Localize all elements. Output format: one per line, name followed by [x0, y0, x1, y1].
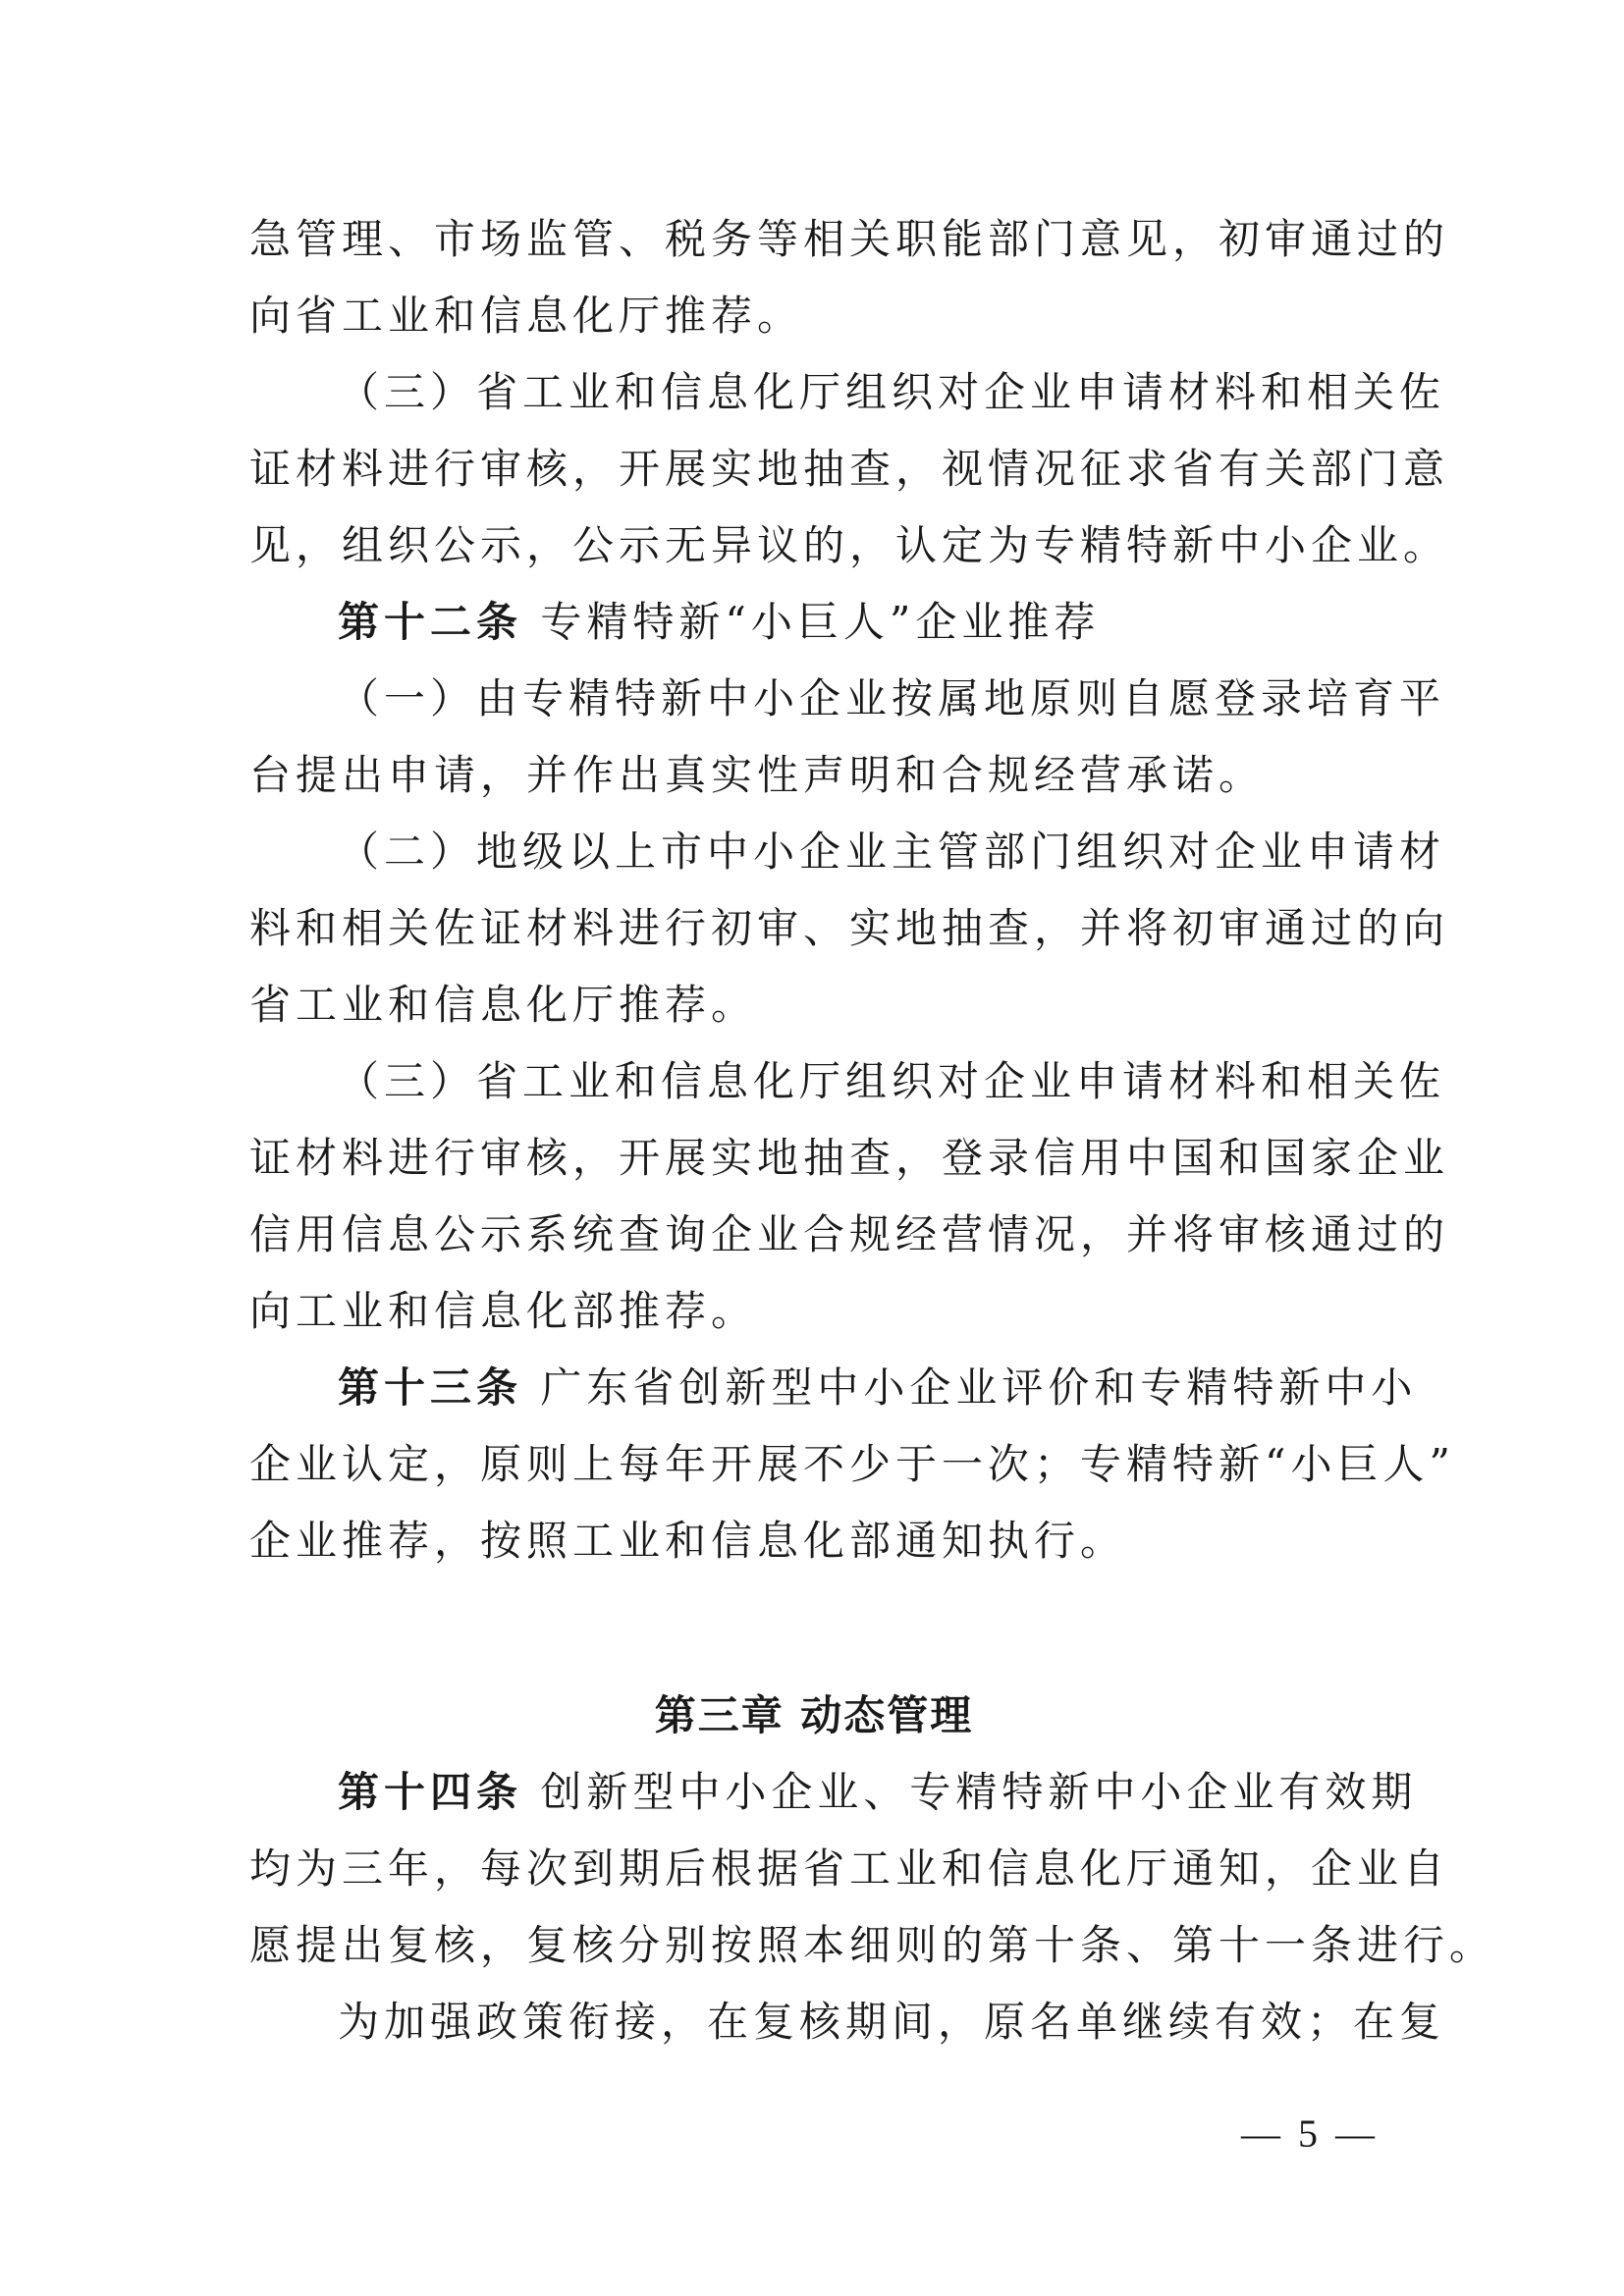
text-line: 急管理、市场监管、税务等相关职能部门意见，初审通过的	[249, 215, 1450, 263]
text-line: 信用信息公示系统查询企业合规经营情况，并将审核通过的	[249, 1210, 1450, 1258]
article-heading: 第十三条	[338, 1363, 523, 1412]
text-line: 见，组织公示，公示无异议的，认定为专精特新中小企业。	[249, 521, 1450, 569]
text-line: 省工业和信息化厅推荐。	[249, 981, 758, 1029]
text-line: （三）省工业和信息化厅组织对企业申请材料和相关佐	[338, 1057, 1446, 1105]
text-line: 均为三年，每次到期后根据省工业和信息化厅通知，企业自	[249, 1844, 1450, 1893]
text-line: 证材料进行审核，开展实地抽查，登录信用中国和国家企业	[249, 1134, 1450, 1182]
article-heading: 第十四条	[338, 1768, 523, 1816]
text-line: 企业认定，原则上每年开展不少于一次；专精特新“小巨人”	[249, 1440, 1455, 1488]
article-title: 专精特新“小巨人”企业推荐	[540, 598, 1101, 646]
text-line: 台提出申请，并作出真实性声明和合规经营承诺。	[249, 751, 1266, 799]
page-number: — 5 —	[1241, 2111, 1379, 2156]
section-gap	[249, 1579, 1379, 1678]
chapter-heading: 第三章 动态管理	[654, 1691, 974, 1739]
text-line: （一）由专精特新中小企业按属地原则自愿登录培育平	[338, 674, 1446, 722]
text-line: 向省工业和信息化厅推荐。	[249, 292, 804, 340]
article-13-line	[249, 1350, 1418, 1426]
text-line: 证材料进行审核，开展实地抽查，视情况征求省有关部门意	[249, 445, 1450, 493]
text-line: 为加强政策衔接，在复核期间，原名单继续有效；在复	[338, 1998, 1446, 2046]
article-12-line	[249, 584, 1379, 661]
text-line: 料和相关佐证材料进行初审、实地抽查，并将初审通过的向	[249, 904, 1450, 952]
text-line: （二）地级以上市中小企业主管部门组织对企业申请材	[338, 828, 1446, 876]
document-body	[249, 201, 1496, 2060]
text-line: （三）省工业和信息化厅组织对企业申请材料和相关佐	[338, 368, 1446, 416]
article-text: 广东省创新型中小企业评价和专精特新中小	[540, 1363, 1418, 1412]
text-line: 企业推荐，按照工业和信息化部通知执行。	[249, 1517, 1127, 1565]
text-line: 向工业和信息化部推荐。	[249, 1287, 758, 1335]
article-text: 创新型中小企业、专精特新中小企业有效期	[540, 1768, 1418, 1816]
article-14-line	[249, 1754, 1418, 1831]
text-line: 愿提出复核，复核分别按照本细则的第十条、第十一条进行。	[249, 1921, 1496, 1969]
article-heading: 第十二条	[338, 598, 523, 646]
